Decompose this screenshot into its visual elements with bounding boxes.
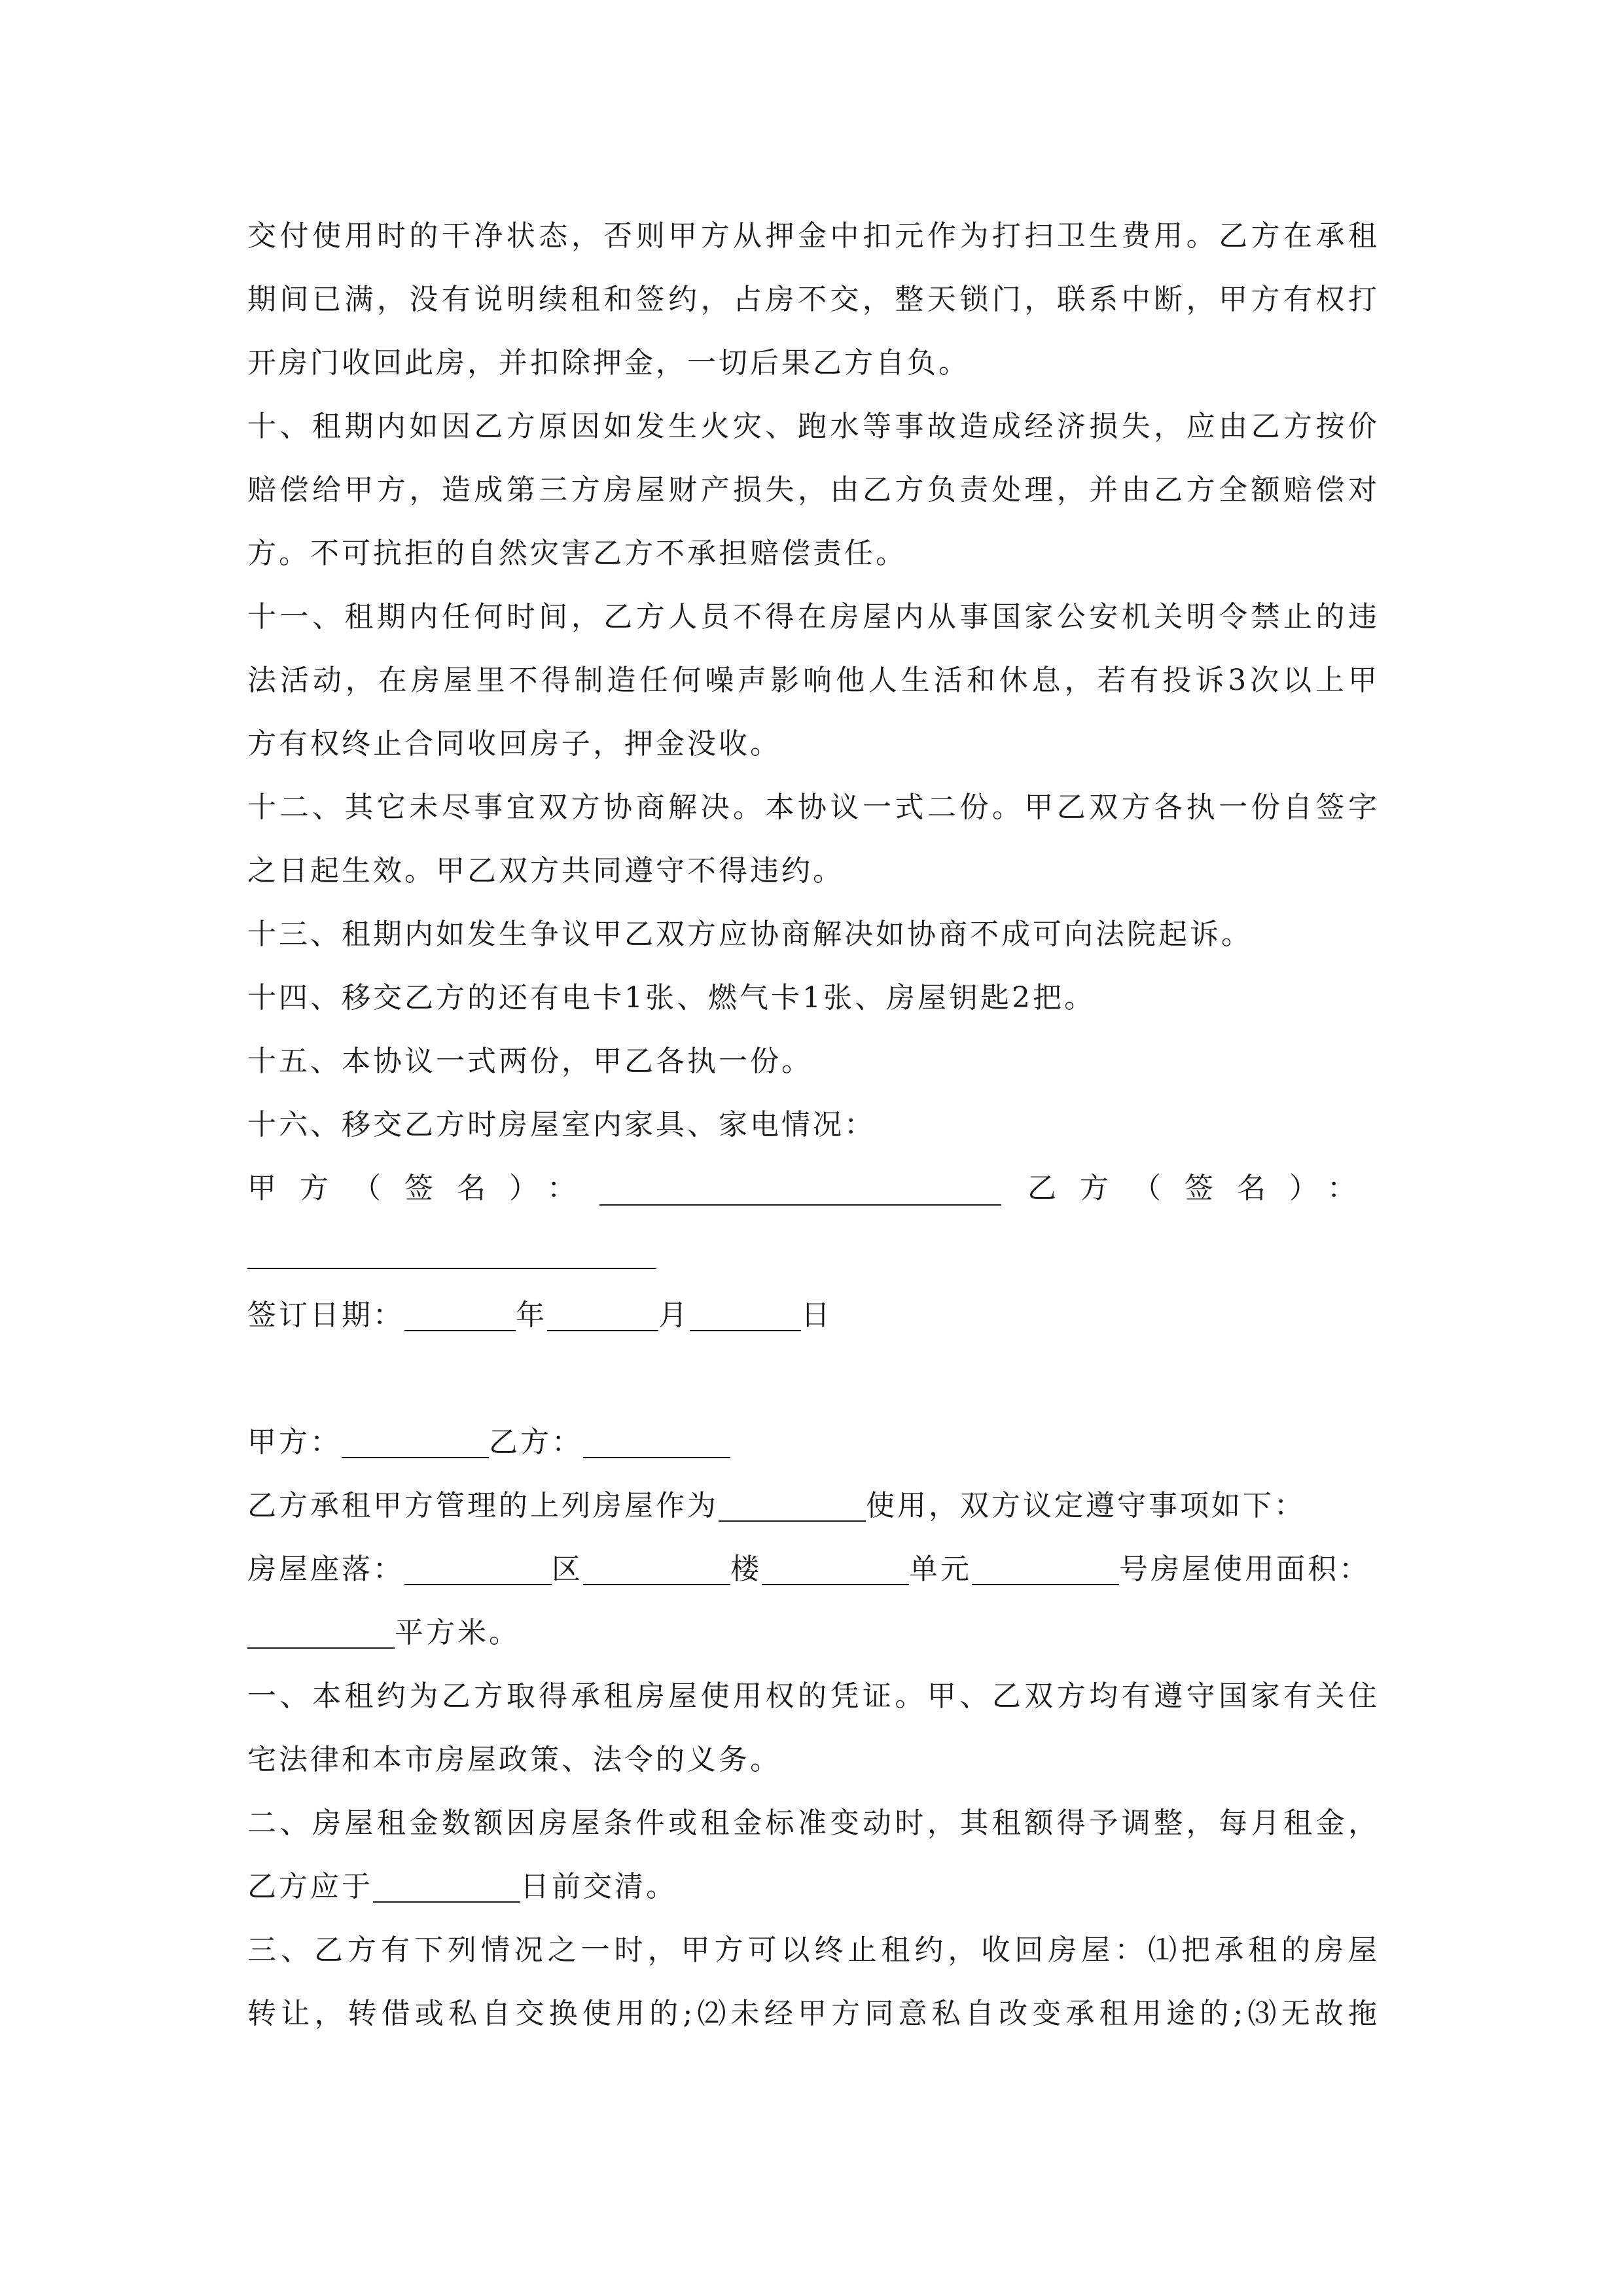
parties-row [247, 1410, 1380, 1474]
unit-label: 单元 [909, 1552, 972, 1586]
party-a-signature-line[interactable] [599, 1172, 1001, 1206]
usage-prefix: 乙方承租甲方管理的上列房屋作为 [247, 1489, 719, 1522]
contract-body [247, 204, 1380, 2045]
item-2-prefix: 乙方应于 [247, 1870, 373, 1903]
para-9-line-3: 开房门收回此房，并扣除押金，一切后果乙方自负。 [247, 346, 970, 380]
location-row [247, 1537, 1380, 1601]
para-15: 十五、本协议一式两份，甲乙各执一份。 [247, 1045, 813, 1078]
year-label: 年 [516, 1299, 547, 1332]
area-row [247, 1601, 1380, 1664]
usage-suffix: 使用，双方议定遵守事项如下： [866, 1489, 1306, 1522]
para-11-line-3: 方有权终止合同收回房子，押金没收。 [247, 727, 781, 761]
usage-blank[interactable] [719, 1490, 866, 1522]
month-blank[interactable] [547, 1300, 658, 1331]
sqm-label: 平方米。 [395, 1616, 520, 1649]
para-13: 十三、租期内如发生争议甲乙双方应协商解决如协商不成可向法院起诉。 [247, 918, 1253, 951]
area-blank[interactable] [247, 1617, 395, 1649]
lease-party-a-label: 甲方： [247, 1426, 342, 1459]
para-9-line-1: 交付使用时的干净状态，否则甲方从押金中扣元作为打扫卫生费用。乙方在承租 [247, 219, 1380, 253]
item-2-line-1: 二、房屋租金数额因房屋条件或租金标准变动时，其租额得予调整，每月租金， [247, 1806, 1380, 1840]
para-12-line-1: 十二、其它未尽事宜双方协商解决。本协议一式二份。甲乙双方各执一份自签字 [247, 791, 1380, 824]
para-12-line-2: 之日起生效。甲乙双方共同遵守不得违约。 [247, 854, 844, 888]
room-area-label: 号房屋使用面积： [1119, 1552, 1370, 1586]
item-1-line-1: 一、本租约为乙方取得承租房屋使用权的凭证。甲、乙双方均有遵守国家有关住 [247, 1679, 1380, 1713]
district-blank[interactable] [404, 1554, 552, 1585]
room-blank[interactable] [972, 1554, 1119, 1585]
year-blank[interactable] [404, 1300, 516, 1331]
para-16: 十六、移交乙方时房屋室内家具、家电情况： [247, 1108, 876, 1141]
party-b-signature-line[interactable] [247, 1235, 656, 1269]
item-2-line-2 [247, 1855, 1380, 1918]
section-gap [247, 1347, 1380, 1410]
party-a-signature-label: 甲方（签名）： [247, 1172, 599, 1205]
para-10-line-3: 方。不可抗拒的自然灾害乙方不承担赔偿责任。 [247, 537, 907, 570]
location-label: 房屋座落： [247, 1552, 404, 1586]
building-blank[interactable] [583, 1554, 730, 1585]
para-9-line-2: 期间已满，没有说明续租和签约，占房不交，整天锁门，联系中断，甲方有权打 [247, 283, 1380, 316]
usage-row [247, 1474, 1380, 1537]
item-2-suffix: 日前交清。 [520, 1870, 677, 1903]
day-label: 日 [801, 1299, 832, 1332]
payment-day-blank[interactable] [373, 1871, 520, 1903]
para-11-line-1: 十一、租期内任何时间，乙方人员不得在房屋内从事国家公安机关明令禁止的违 [247, 600, 1380, 634]
date-label: 签订日期： [247, 1299, 404, 1332]
item-3-line-2: 转让，转借或私自交换使用的;⑵未经甲方同意私自改变承租用途的;⑶无故拖 [247, 1997, 1380, 2030]
signature-row [247, 1157, 1380, 1220]
item-3-line-1: 三、乙方有下列情况之一时，甲方可以终止租约，收回房屋：⑴把承租的房屋 [247, 1933, 1380, 1967]
unit-blank[interactable] [762, 1554, 909, 1585]
district-label: 区 [552, 1552, 583, 1586]
para-10-line-1: 十、租期内如因乙方原因如发生火灾、跑水等事故造成经济损失，应由乙方按价 [247, 410, 1380, 443]
day-blank[interactable] [690, 1300, 801, 1331]
lease-party-b-blank[interactable] [583, 1427, 730, 1458]
month-label: 月 [658, 1299, 690, 1332]
party-b-signature-row [247, 1220, 1380, 1283]
lease-party-b-label: 乙方： [489, 1426, 583, 1459]
lease-party-a-blank[interactable] [342, 1427, 489, 1458]
item-1-line-2: 宅法律和本市房屋政策、法令的义务。 [247, 1743, 781, 1776]
para-10-line-2: 赔偿给甲方，造成第三方房屋财产损失，由乙方负责处理，并由乙方全额赔偿对 [247, 473, 1380, 507]
party-b-signature-label: 乙方（签名）： [1027, 1172, 1380, 1205]
signing-date-row [247, 1283, 1380, 1347]
para-11-line-2: 法活动，在房屋里不得制造任何噪声影响他人生活和休息，若有投诉3次以上甲 [247, 664, 1380, 697]
building-label: 楼 [730, 1552, 762, 1586]
para-14: 十四、移交乙方的还有电卡1张、燃气卡1张、房屋钥匙2把。 [247, 981, 1096, 1014]
